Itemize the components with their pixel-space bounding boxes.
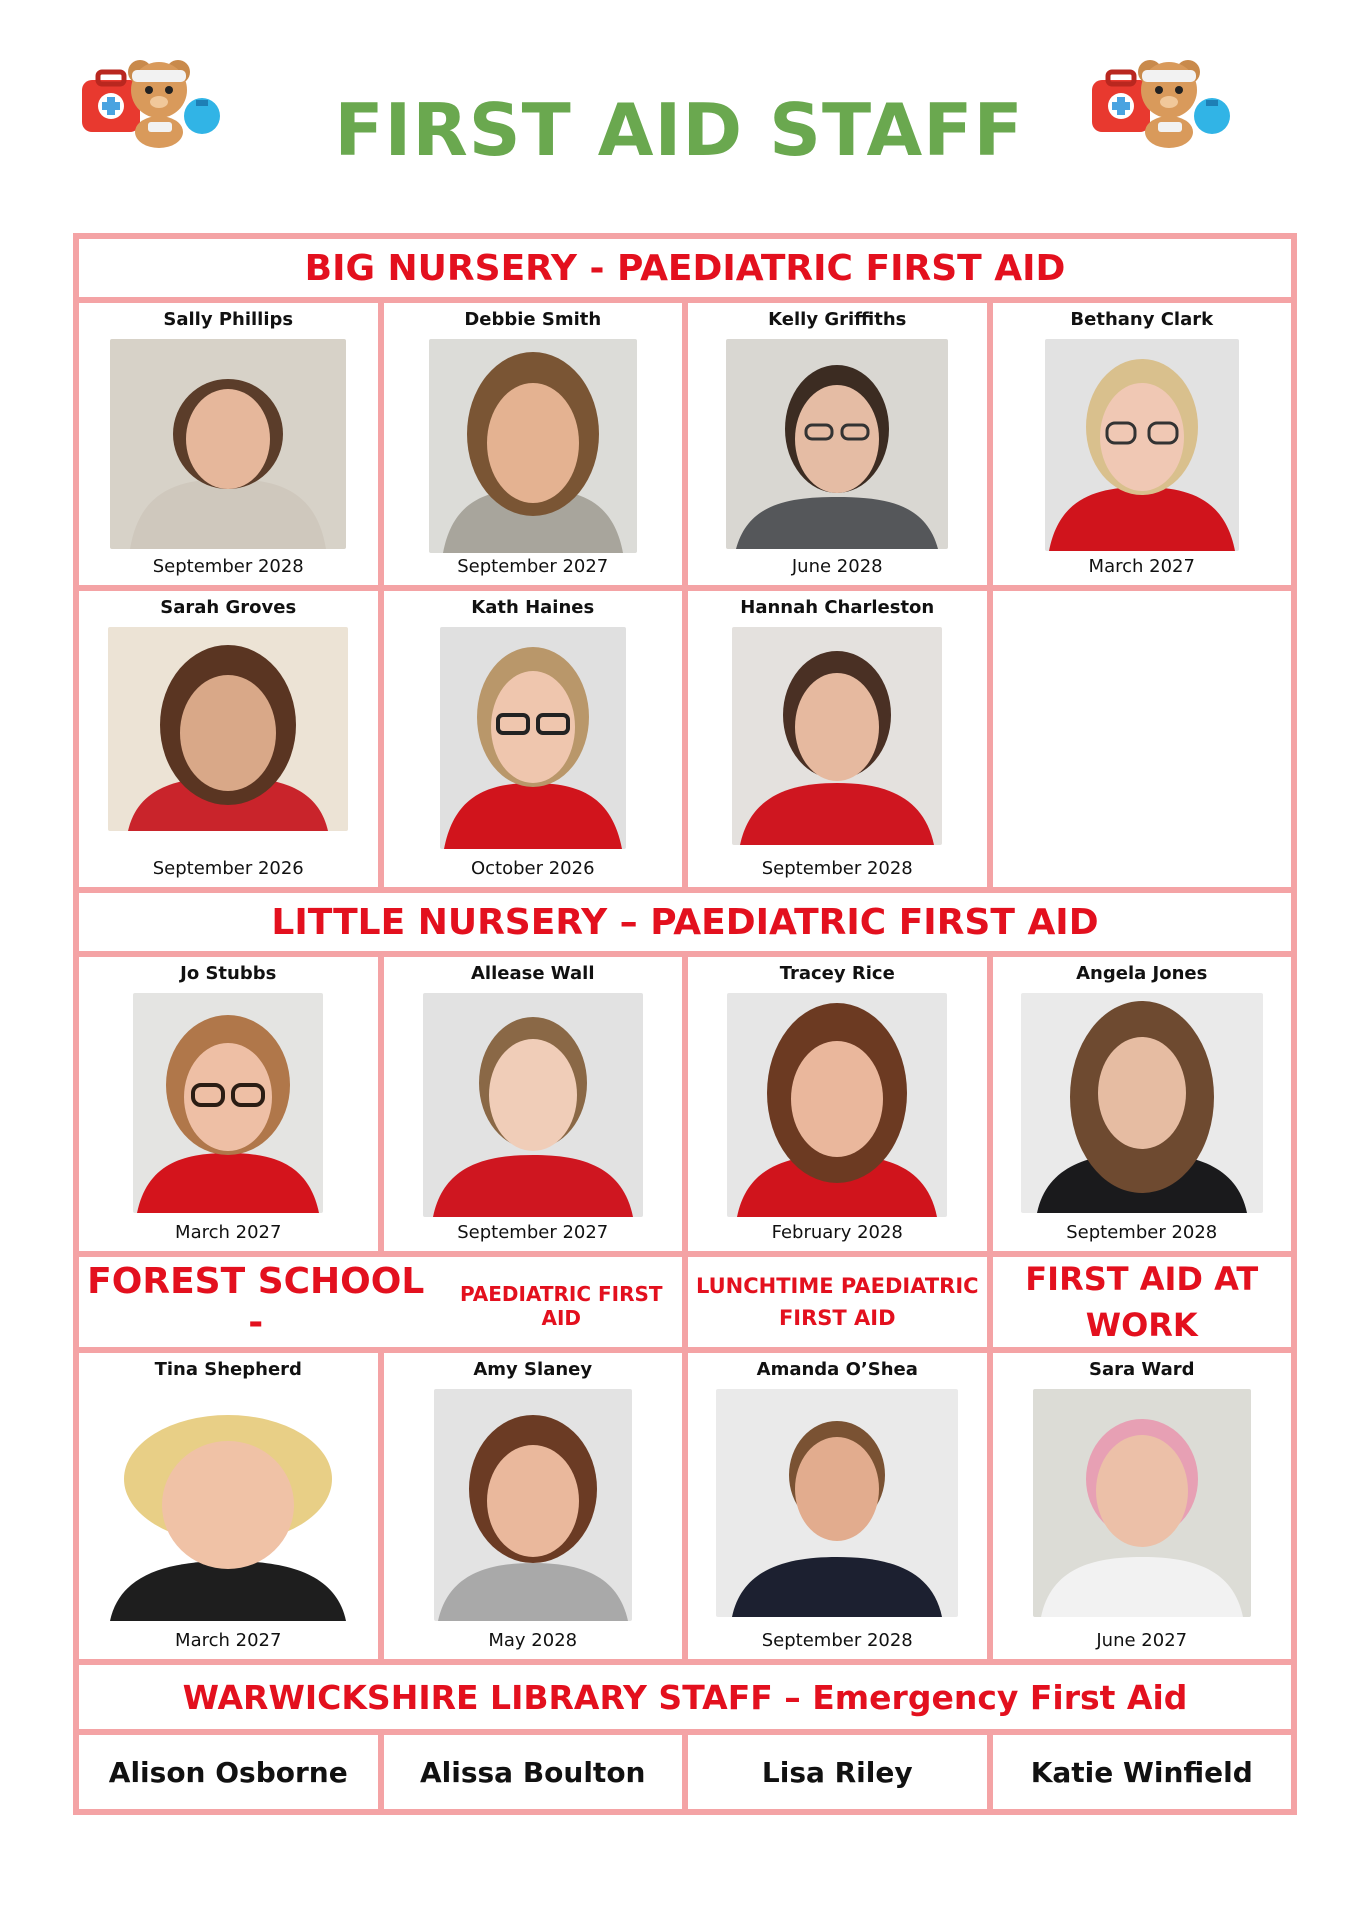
staff-card xyxy=(79,957,378,1251)
staff-card xyxy=(384,1353,683,1659)
staff-card xyxy=(688,591,987,887)
staff-card xyxy=(384,957,683,1251)
certificate-expiry: March 2027 xyxy=(175,1222,282,1243)
certificate-expiry: May 2028 xyxy=(488,1630,578,1651)
staff-photo xyxy=(108,627,348,831)
staff-name: Angela Jones xyxy=(1076,963,1208,984)
staff-photo xyxy=(429,339,637,553)
section-heading-big-nursery: BIG NURSERY - PAEDIATRIC FIRST AID xyxy=(79,239,1291,297)
certificate-expiry: March 2027 xyxy=(1088,556,1195,577)
forest-school-title: FOREST SCHOOL - xyxy=(87,1261,425,1343)
staff-photo xyxy=(1021,993,1263,1213)
staff-photo xyxy=(732,627,942,845)
certificate-expiry: February 2028 xyxy=(771,1222,903,1243)
staff-photo xyxy=(440,627,626,849)
staff-card xyxy=(79,303,378,585)
section-heading-little-nursery: LITTLE NURSERY – PAEDIATRIC FIRST AID xyxy=(79,893,1291,951)
certificate-expiry: March 2027 xyxy=(175,1630,282,1651)
page-title: FIRST AID STAFF xyxy=(334,88,1024,172)
staff-photo xyxy=(110,339,346,549)
staff-photo xyxy=(423,993,643,1217)
staff-card xyxy=(688,1353,987,1659)
staff-name: Hannah Charleston xyxy=(740,597,935,618)
staff-card xyxy=(688,957,987,1251)
staff-card xyxy=(79,591,378,887)
staff-card xyxy=(993,957,1292,1251)
staff-name: Bethany Clark xyxy=(1070,309,1214,330)
staff-name: Jo Stubbs xyxy=(180,963,277,984)
staff-photo xyxy=(434,1389,632,1621)
staff-photo xyxy=(727,993,947,1217)
staff-name: Sarah Groves xyxy=(160,597,297,618)
staff-photo xyxy=(1045,339,1239,551)
library-staff-name: Katie Winfield xyxy=(993,1735,1292,1809)
certificate-expiry: September 2028 xyxy=(761,1630,913,1651)
library-staff-name: Lisa Riley xyxy=(688,1735,987,1809)
certificate-expiry: September 2028 xyxy=(1066,1222,1218,1243)
certificate-expiry: September 2028 xyxy=(761,858,913,879)
empty-cell xyxy=(993,591,1292,887)
staff-name: Debbie Smith xyxy=(464,309,602,330)
staff-card xyxy=(993,303,1292,585)
staff-card xyxy=(384,303,683,585)
section-heading-library: WARWICKSHIRE LIBRARY STAFF – Emergency First Aid xyxy=(79,1665,1291,1729)
library-staff-name: Alissa Boulton xyxy=(384,1735,683,1809)
certificate-expiry: June 2028 xyxy=(791,556,883,577)
staff-name: Sara Ward xyxy=(1088,1359,1195,1380)
forest-school-subtitle: PAEDIATRIC FIRST AID xyxy=(459,1282,663,1330)
certificate-expiry: September 2026 xyxy=(152,858,304,879)
section-heading-first-aid-at-work: FIRST AID AT WORK xyxy=(993,1257,1292,1347)
staff-photo xyxy=(1033,1389,1251,1617)
staff-card xyxy=(688,303,987,585)
staff-card xyxy=(993,1353,1292,1659)
staff-photo xyxy=(716,1389,958,1617)
staff-table xyxy=(73,233,1297,1815)
staff-card xyxy=(79,1353,378,1659)
staff-name: Allease Wall xyxy=(470,963,595,984)
staff-name: Kath Haines xyxy=(471,597,595,618)
certificate-expiry: September 2027 xyxy=(457,556,609,577)
staff-name: Sally Phillips xyxy=(163,309,294,330)
staff-name: Amy Slaney xyxy=(473,1359,593,1380)
library-staff-name: Alison Osborne xyxy=(79,1735,378,1809)
staff-photo xyxy=(104,1389,352,1621)
staff-name: Tina Shepherd xyxy=(154,1359,302,1380)
section-heading-forest-school xyxy=(79,1257,682,1347)
section-heading-lunchtime: LUNCHTIME PAEDIATRIC FIRST AID xyxy=(688,1257,987,1347)
staff-name: Tracey Rice xyxy=(779,963,895,984)
staff-photo xyxy=(726,339,948,549)
certificate-expiry: September 2028 xyxy=(152,556,304,577)
staff-photo xyxy=(133,993,323,1213)
staff-card xyxy=(384,591,683,887)
certificate-expiry: September 2027 xyxy=(457,1222,609,1243)
certificate-expiry: October 2026 xyxy=(470,858,595,879)
staff-name: Amanda O’Shea xyxy=(756,1359,918,1380)
certificate-expiry: June 2027 xyxy=(1096,1630,1188,1651)
staff-name: Kelly Griffiths xyxy=(768,309,907,330)
